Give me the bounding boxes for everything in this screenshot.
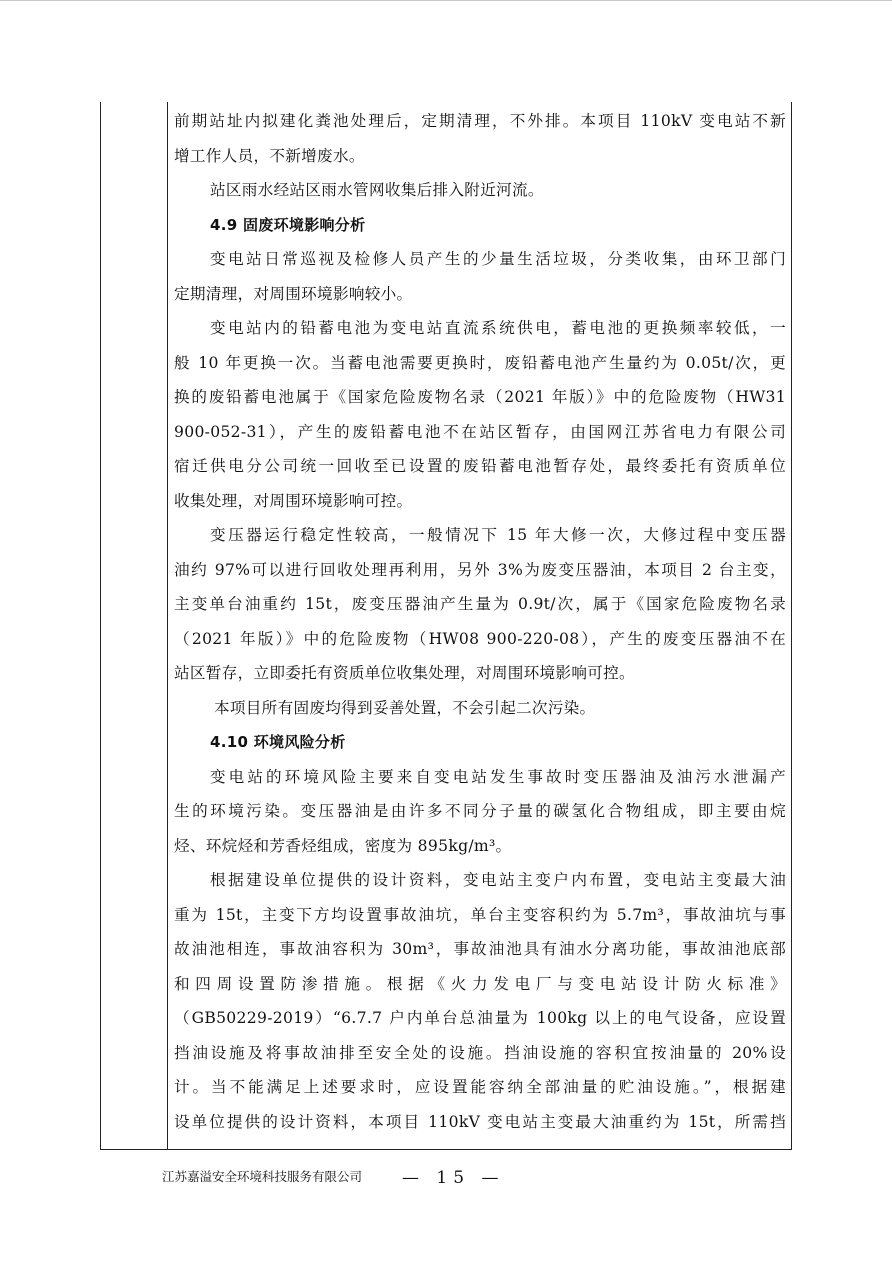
paragraph-line: 900-052-31），产生的废铅蓄电池不在站区暂存，由国网江苏省电力有限公司 bbox=[174, 422, 786, 441]
top-border-line bbox=[0, 0, 892, 1]
paragraph-line: 变电站日常巡视及检修人员产生的少量生活垃圾，分类收集，由环卫部门 bbox=[210, 250, 786, 268]
paragraph-line: 换的废铅蓄电池属于《国家危险废物名录（2021 年版）》中的危险废物（HW31 bbox=[174, 388, 786, 406]
paragraph-line: （GB50229-2019）“6.7.7 户内单台总油量为 100kg 以上的电气设备，应设置 bbox=[174, 1009, 786, 1027]
paragraph-line: （2021 年版）》中的危险废物（HW08 900-220-08），产生的废变压器油不在 bbox=[174, 629, 786, 648]
paragraph-line: 宿迁供电分公司统一回收至已设置的废铅蓄电池暂存处，最终委托有资质单位 bbox=[174, 457, 786, 475]
page-footer bbox=[162, 1166, 722, 1190]
paragraph-line: 和四周设置防渗措施。根据《火力发电厂与变电站设计防火标准》 bbox=[174, 974, 786, 993]
paragraph-line: 本项目所有固废均得到妥善处置，不会引起二次污染。 bbox=[214, 698, 596, 717]
paragraph-line: 增工作人员，不新增废水。 bbox=[174, 146, 365, 165]
paragraph-line: 站区暂存，立即委托有资质单位收集处理，对周围环境影响可控。 bbox=[174, 664, 635, 682]
paragraph-line: 定期清理，对周围环境影响较小。 bbox=[174, 284, 413, 303]
paragraph-line: 变电站内的铅蓄电池为变电站直流系统供电，蓄电池的更换频率较低，一 bbox=[210, 319, 786, 337]
paragraph-line: 般 10 年更换一次。当蓄电池需要更换时，废铅蓄电池产生量约为 0.05t/次，更 bbox=[174, 353, 786, 372]
paragraph-line: 站区雨水经站区雨水管网收集后排入附近河流。 bbox=[210, 181, 544, 199]
paragraph-line: 重为 15t，主变下方均设置事故油坑，单台主变容积约为 5.7m³，事故油坑与事 bbox=[174, 905, 786, 924]
paragraph-line: 根据建设单位提供的设计资料，变电站主变户内布置，变电站主变最大油 bbox=[210, 871, 786, 889]
paragraph-line: 变电站的环境风险主要来自变电站发生事故时变压器油及油污水泄漏产 bbox=[210, 767, 786, 786]
paragraph-line: 设单位提供的设计资料，本项目 110kV 变电站主变最大油重约为 15t，所需挡 bbox=[174, 1112, 786, 1131]
paragraph-line: 挡油设施及将事故油排至安全处的设施。挡油设施的容积宜按油量的 20%设 bbox=[174, 1043, 786, 1062]
footer-company-name: 江苏嘉溢安全环境科技服务有限公司 bbox=[162, 1169, 363, 1184]
paragraph-line: 生的环境污染。变压器油是由许多不同分子量的碳氢化合物组成，即主要由烷 bbox=[174, 802, 786, 820]
paragraph-line: 故油池相连，事故油容积为 30m³，事故油池具有油水分离功能，事故油池底部 bbox=[174, 940, 786, 958]
section-heading-4-9: 4.9 固废环境影响分析 bbox=[210, 215, 366, 234]
paragraph-line: 前期站址内拟建化粪池处理后，定期清理，不外排。本项目 110kV 变电站不新 bbox=[174, 112, 786, 130]
paragraph-line: 变压器运行稳定性较高，一般情况下 15 年大修一次，大修过程中变压器 bbox=[210, 526, 786, 544]
paragraph-line: 烃、环烷烃和芳香烃组成，密度为 895kg/m³。 bbox=[174, 836, 512, 855]
table-content-cell bbox=[174, 104, 786, 1139]
table-column-divider bbox=[167, 102, 168, 1150]
page-number: — 15 — bbox=[402, 1168, 505, 1188]
paragraph-line: 油约 97%可以进行回收处理再利用，另外 3%为废变压器油，本项目 2 台主变， bbox=[174, 560, 786, 579]
paragraph-line: 计。当不能满足上述要求时，应设置能容纳全部油量的贮油设施。”，根据建 bbox=[174, 1078, 786, 1096]
paragraph-line: 主变单台油重约 15t，废变压器油产生量为 0.9t/次，属于《国家危险废物名录 bbox=[174, 595, 786, 613]
paragraph-line: 收集处理，对周围环境影响可控。 bbox=[174, 491, 413, 510]
section-heading-4-10: 4.10 环境风险分析 bbox=[210, 733, 346, 751]
